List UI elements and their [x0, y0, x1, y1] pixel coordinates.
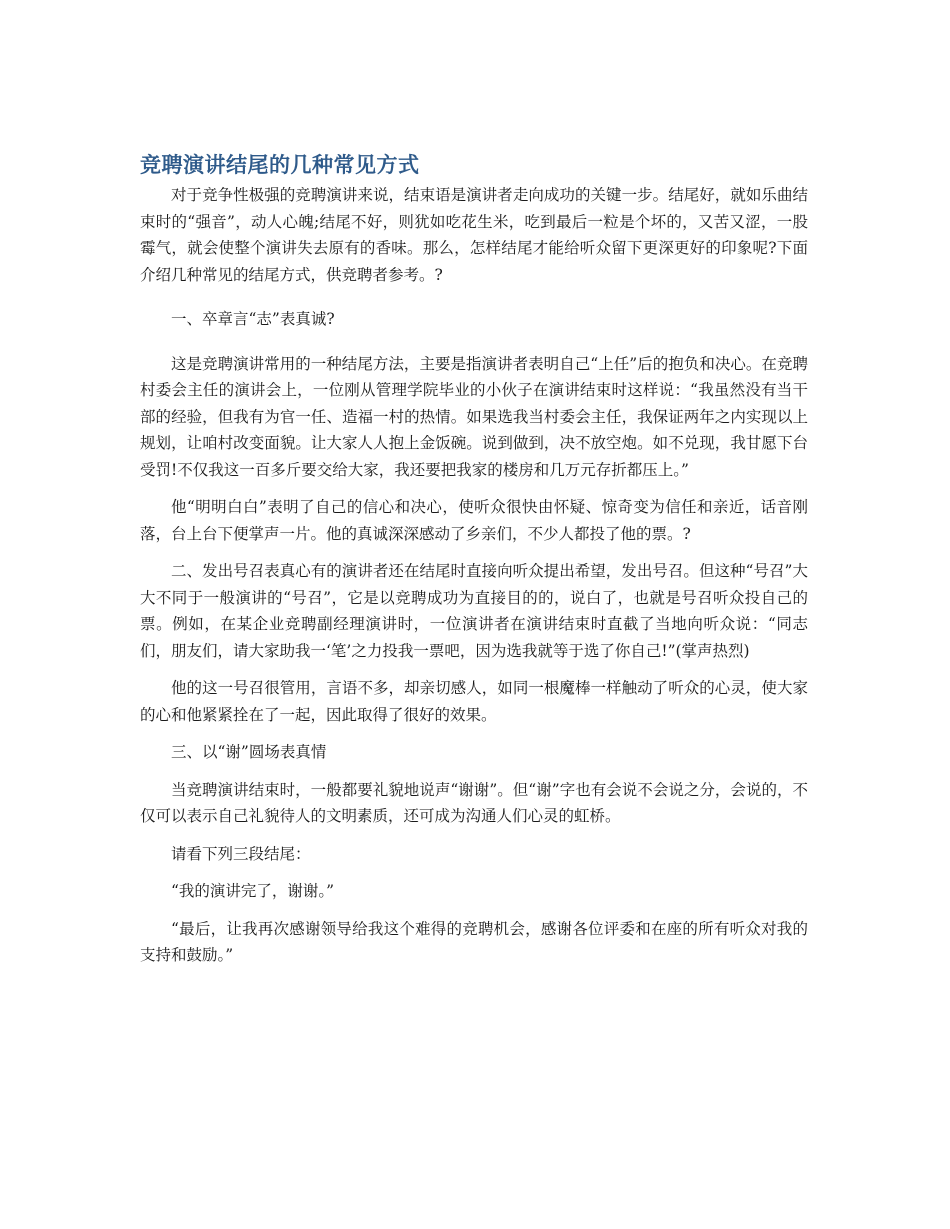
example-quote-2: “最后，让我再次感谢领导给我这个难得的竞聘机会，感谢各位评委和在座的所有听众对我的支持和鼓励。” — [140, 919, 808, 964]
section-2-paragraph: 二、发出号召表真心有的演讲者还在结尾时直接向听众提出希望，发出号召。但这种“号召”大大不同于一般演讲的“号召”，它是以竞聘成功为直接目的的，说白了，也就是号召听众投自己的票。例如，在某企业竞聘副经理演讲时，一位演讲者在演讲结束时直截了当地向听众说：“同志们，朋友们，请大家助我一‘笔’之力投我一票吧，因为选我就等于选了你自己!”(掌声热烈) — [140, 562, 808, 660]
document-page — [140, 148, 808, 969]
intro-paragraph: 对于竞争性极强的竞聘演讲来说，结束语是演讲者走向成功的关键一步。结尾好，就如乐曲结束时的“强音”，动人心魄;结尾不好，则犹如吃花生米，吃到最后一粒是个坏的，又苦又涩，一股霉气，就会使整个演讲失去原有的香味。那么，怎样结尾才能给听众留下更深更好的印象呢?下面介绍几种常见的结尾方式，供竞聘者参考。? — [140, 186, 808, 284]
examples-intro-paragraph: 请看下列三段结尾： — [171, 844, 311, 863]
example-quote-1: “我的演讲完了，谢谢。” — [171, 882, 335, 900]
section-1-paragraph: 这是竞聘演讲常用的一种结尾方法，主要是指演讲者表明自己“上任”后的抱负和决心。在竞聘村委会主任的演讲会上，一位刚从管理学院毕业的小伙子在演讲结束时这样说：“我虽然没有当干部的经验，但我有为官一任、造福一村的热情。如果选我当村委会主任，我保证两年之内实现以上规划，让咱村改变面貌。让大家人人抱上金饭碗。说到做到，决不放空炮。如不兑现，我甘愿下台受罚!不仅我这一百多斤要交给大家，我还要把我家的楼房和几万元存折都压上。” — [140, 354, 808, 479]
section-3-paragraph: 当竞聘演讲结束时，一般都要礼貌地说声“谢谢”。但“谢”字也有会说不会说之分，会说的，不仅可以表示自己礼貌待人的文明素质，还可成为沟通人们心灵的虹桥。 — [140, 780, 808, 825]
section-heading-3: 三、以“谢”圆场表真情 — [171, 743, 327, 761]
document-title: 竞聘演讲结尾的几种常见方式 — [140, 153, 420, 177]
section-2-comment-paragraph: 他的这一号召很管用，言语不多，却亲切感人，如同一根魔棒一样触动了听众的心灵，使大家的心和他紧紧拴在了一起，因此取得了很好的效果。 — [140, 679, 808, 724]
section-1-comment-paragraph: 他“明明白白”表明了自己的信心和决心，使听众很快由怀疑、惊奇变为信任和亲近，话音刚落，台上台下便掌声一片。他的真诚深深感动了乡亲们，不少人都投了他的票。? — [140, 498, 808, 543]
section-heading-1: 一、卒章言“志”表真诚? — [171, 310, 335, 328]
